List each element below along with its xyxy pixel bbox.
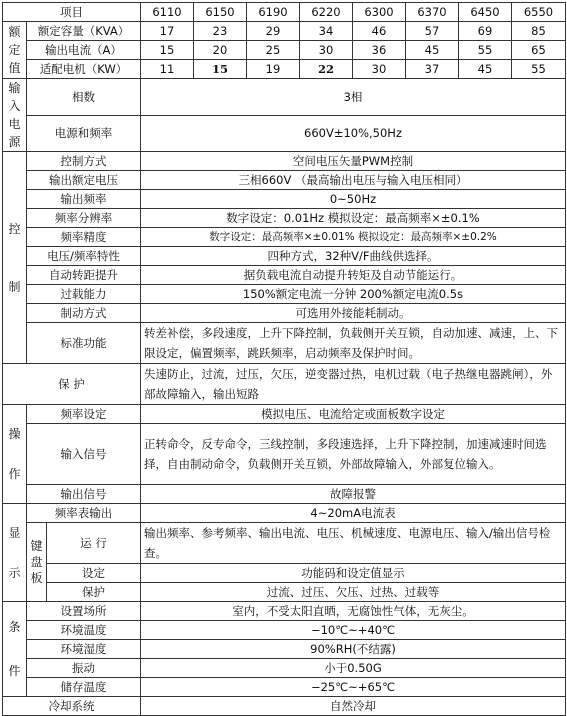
spec-table <box>2 2 566 716</box>
row-value: 功能码和设定值显示 <box>141 564 566 583</box>
rated-row <box>3 41 566 60</box>
row-value: −25℃~+65℃ <box>141 678 566 697</box>
row-label: 电源和频率 <box>27 115 141 152</box>
input-row <box>3 115 566 152</box>
rated-value: 45 <box>406 41 459 60</box>
rated-value: 30 <box>300 41 353 60</box>
rated-value: 85 <box>512 22 566 41</box>
control-row <box>3 304 566 323</box>
rated-value: 29 <box>247 22 300 41</box>
rated-value: 55 <box>512 60 566 79</box>
conditions-row <box>3 602 566 621</box>
header-item: 项目 <box>3 3 141 22</box>
row-value: 90%RH(不结露) <box>141 640 566 659</box>
row-label: 过载能力 <box>27 285 141 304</box>
operation-row <box>3 405 566 424</box>
row-label: 设定 <box>47 564 141 583</box>
row-label: 相数 <box>27 79 141 116</box>
row-value: 室内，不受太阳直晒，无腐蚀性气体，无灰尘。 <box>141 602 566 621</box>
model-header: 6550 <box>512 3 566 22</box>
rated-value: 25 <box>247 41 300 60</box>
model-header: 6450 <box>459 3 512 22</box>
rated-value: 45 <box>459 60 512 79</box>
row-value: 故障报警 <box>141 485 566 504</box>
row-value: 失速防止，过流，过压，欠压，逆变器过热，电机过载（电子热继电器跳闸），外部故障输入，输出短路 <box>141 364 566 405</box>
model-header: 6110 <box>141 3 194 22</box>
category-operation: 操 作 <box>3 405 27 504</box>
rated-value: 15 <box>141 41 194 60</box>
rated-value: 46 <box>353 22 406 41</box>
model-header: 6150 <box>194 3 247 22</box>
row-value: 3相 <box>141 79 566 116</box>
category-input: 输入 电源 <box>3 79 27 152</box>
rated-value: 37 <box>406 60 459 79</box>
row-value: −10℃~+40℃ <box>141 621 566 640</box>
protection-row <box>3 364 566 405</box>
row-value: 660V±10%,50Hz <box>141 115 566 152</box>
rated-row <box>3 60 566 79</box>
category-conditions: 条 件 <box>3 602 27 697</box>
row-value: 数字设定：最高频率×±0.01% 模拟设定：最高频率×±0.2% <box>141 228 566 247</box>
row-label: 储存温度 <box>27 678 141 697</box>
row-value: 三相660V （最高输出电压与输入电压相同） <box>141 171 566 190</box>
category-display: 显 示 <box>3 504 27 602</box>
row-label: 适配电机（KW） <box>27 60 141 79</box>
control-row <box>3 247 566 266</box>
row-label: 频率表输出 <box>27 504 141 523</box>
control-row <box>3 228 566 247</box>
row-label: 自动转距提升 <box>27 266 141 285</box>
row-label: 设置场所 <box>27 602 141 621</box>
keypad-label: 键 盘 板 <box>27 523 47 602</box>
control-row <box>3 171 566 190</box>
row-value: 小于0.50G <box>141 659 566 678</box>
conditions-row <box>3 659 566 678</box>
conditions-row <box>3 621 566 640</box>
display-row <box>3 583 566 602</box>
row-value: 据负载电流自动提升转矩及自动节能运行。 <box>141 266 566 285</box>
conditions-row <box>3 640 566 659</box>
row-value: 空间电压矢量PWM控制 <box>141 152 566 171</box>
rated-value: 15 <box>194 60 247 79</box>
row-label: 额定容量（KVA） <box>27 22 141 41</box>
control-row <box>3 285 566 304</box>
row-label: 制动方式 <box>27 304 141 323</box>
row-label: 振动 <box>27 659 141 678</box>
display-row <box>3 523 566 564</box>
operation-row <box>3 485 566 504</box>
row-label: 频率分辨率 <box>27 209 141 228</box>
row-label: 输入信号 <box>27 424 141 485</box>
control-row <box>3 152 566 171</box>
rated-value: 36 <box>353 41 406 60</box>
rated-value: 17 <box>141 22 194 41</box>
row-value: 模拟电压、电流给定或面板数字设定 <box>141 405 566 424</box>
row-value: 自然冷却 <box>141 697 566 716</box>
cooling-row <box>3 697 566 716</box>
operation-row <box>3 424 566 485</box>
row-value: 4~20mA电流表 <box>141 504 566 523</box>
control-row <box>3 209 566 228</box>
row-label: 频率设定 <box>27 405 141 424</box>
header-row <box>3 3 566 22</box>
row-label: 电压/频率特性 <box>27 247 141 266</box>
category-rated: 额 定 值 <box>3 22 27 79</box>
rated-value: 57 <box>406 22 459 41</box>
rated-value: 69 <box>459 22 512 41</box>
row-value: 转差补偿，多段速度，上升下降控制，负载侧开关互锁，自动加速、减速，上、下限设定，偏置频率，跳跃频率，启动频率及保护时间。 <box>141 323 566 364</box>
input-row <box>3 79 566 116</box>
row-value: 150%额定电流一分钟 200%额定电流0.5s <box>141 285 566 304</box>
rated-value: 11 <box>141 60 194 79</box>
rated-value: 23 <box>194 22 247 41</box>
row-label: 输出额定电压 <box>27 171 141 190</box>
row-value: 0~50Hz <box>141 190 566 209</box>
row-label: 保 护 <box>3 364 141 405</box>
control-row <box>3 266 566 285</box>
model-header: 6370 <box>406 3 459 22</box>
category-control: 控 制 <box>3 152 27 364</box>
rated-row <box>3 22 566 41</box>
rated-value: 22 <box>300 60 353 79</box>
control-row <box>3 323 566 364</box>
rated-value: 20 <box>194 41 247 60</box>
row-value: 正转命令，反专命令，三线控制，多段速选择，上升下降控制，加速减速时间选择，自由制动命令，负载侧开关互锁，外部故障输入，外部复位输入。 <box>141 424 566 485</box>
row-label: 环境湿度 <box>27 640 141 659</box>
row-label: 输出电流（A） <box>27 41 141 60</box>
row-label: 控制方式 <box>27 152 141 171</box>
display-row <box>3 564 566 583</box>
rated-value: 30 <box>353 60 406 79</box>
row-value: 四种方式，32种V/F曲线供选择。 <box>141 247 566 266</box>
row-label: 输出信号 <box>27 485 141 504</box>
model-header: 6190 <box>247 3 300 22</box>
row-label: 标准功能 <box>27 323 141 364</box>
rated-value: 19 <box>247 60 300 79</box>
rated-value: 55 <box>459 41 512 60</box>
rated-value: 34 <box>300 22 353 41</box>
rated-value: 65 <box>512 41 566 60</box>
row-label: 保护 <box>47 583 141 602</box>
control-row <box>3 190 566 209</box>
row-label: 输出频率 <box>27 190 141 209</box>
display-row <box>3 504 566 523</box>
row-value: 输出频率、参考频率、输出电流、电压、机械速度、电源电压、输入/输出信号检查。 <box>141 523 566 564</box>
row-label: 环境温度 <box>27 621 141 640</box>
row-value: 可选用外接能耗制动。 <box>141 304 566 323</box>
row-value: 数字设定：0.01Hz 模拟设定：最高频率×±0.1% <box>141 209 566 228</box>
row-label: 运 行 <box>47 523 141 564</box>
row-label: 冷却系统 <box>3 697 141 716</box>
model-header: 6300 <box>353 3 406 22</box>
row-label: 频率精度 <box>27 228 141 247</box>
row-value: 过流、过压、欠压、过热、过载等 <box>141 583 566 602</box>
model-header: 6220 <box>300 3 353 22</box>
